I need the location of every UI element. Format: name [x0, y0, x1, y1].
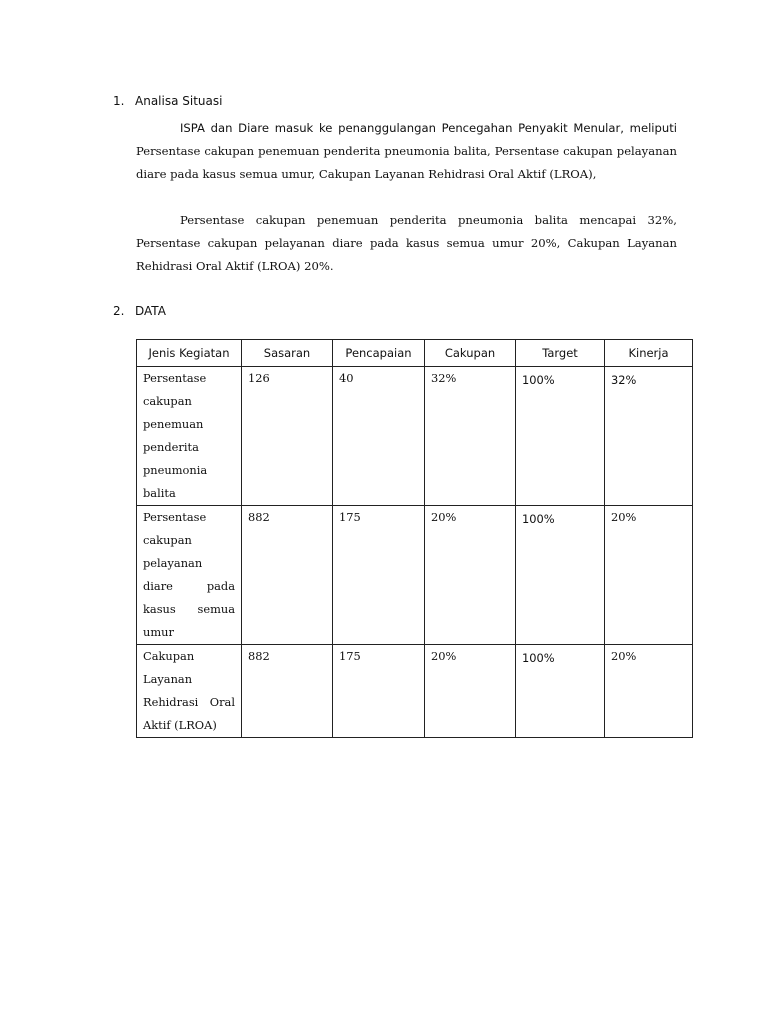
table-header-row: [137, 340, 693, 367]
cell-pencapaian: 175: [333, 506, 425, 645]
table-row: [137, 645, 693, 738]
cell-jenis-kegiatan: Persentase cakupan pelayanan diare pada kasus semua umur: [137, 506, 242, 645]
paragraph-lead-text: ISPA dan Diare masuk ke penanggulangan Pencegahan Penyakit Menular, meliputi: [180, 121, 677, 135]
cell-jenis-kegiatan: Persentase cakupan penemuan penderita pneumonia balita: [137, 367, 242, 506]
section-number: 1.: [113, 94, 125, 108]
cell-target-value: 100%: [522, 512, 555, 526]
cell-target-value: 100%: [522, 373, 555, 387]
header-sasaran: Sasaran: [242, 340, 333, 367]
situation-paragraph-1: [136, 117, 677, 186]
header-cakupan: Cakupan: [425, 340, 516, 367]
cell-sasaran: 882: [242, 506, 333, 645]
cell-kinerja-value: 32%: [611, 373, 637, 387]
cell-kinerja: 20%: [605, 645, 693, 738]
cell-jenis-kegiatan: Cakupan Layanan Rehidrasi Oral Aktif (LROA): [137, 645, 242, 738]
table-row: [137, 506, 693, 645]
cell-target: [516, 367, 605, 506]
cell-target: [516, 645, 605, 738]
cell-cakupan: 20%: [425, 506, 516, 645]
header-kinerja: Kinerja: [605, 340, 693, 367]
cell-cakupan: 32%: [425, 367, 516, 506]
cell-pencapaian: 40: [333, 367, 425, 506]
data-table: [136, 339, 693, 738]
cell-kinerja: [605, 367, 693, 506]
cell-target: [516, 506, 605, 645]
section-number: 2.: [113, 304, 125, 318]
situation-paragraph-2: Persentase cakupan penemuan penderita pneumonia balita mencapai 32%, Persentase cakupan pelayanan diare pada kasus semua umur 20%, Cakupan Layanan Rehidrasi Oral Aktif (LROA) 20%.: [136, 213, 677, 273]
header-pencapaian: Pencapaian: [333, 340, 425, 367]
paragraph-body-text: Persentase cakupan penemuan penderita pneumonia balita, Persentase cakupan pelayanan diare pada kasus semua umur, Cakupan Layanan Rehidrasi Oral Aktif (LROA),: [136, 144, 677, 181]
table-row: [137, 367, 693, 506]
header-jenis-kegiatan: Jenis Kegiatan: [137, 340, 242, 367]
header-target: Target: [516, 340, 605, 367]
cell-sasaran: 882: [242, 645, 333, 738]
section-title: Analisa Situasi: [135, 94, 223, 108]
cell-kinerja: 20%: [605, 506, 693, 645]
cell-target-value: 100%: [522, 651, 555, 665]
cell-cakupan: 20%: [425, 645, 516, 738]
section-title: DATA: [135, 304, 166, 318]
cell-sasaran: 126: [242, 367, 333, 506]
cell-pencapaian: 175: [333, 645, 425, 738]
